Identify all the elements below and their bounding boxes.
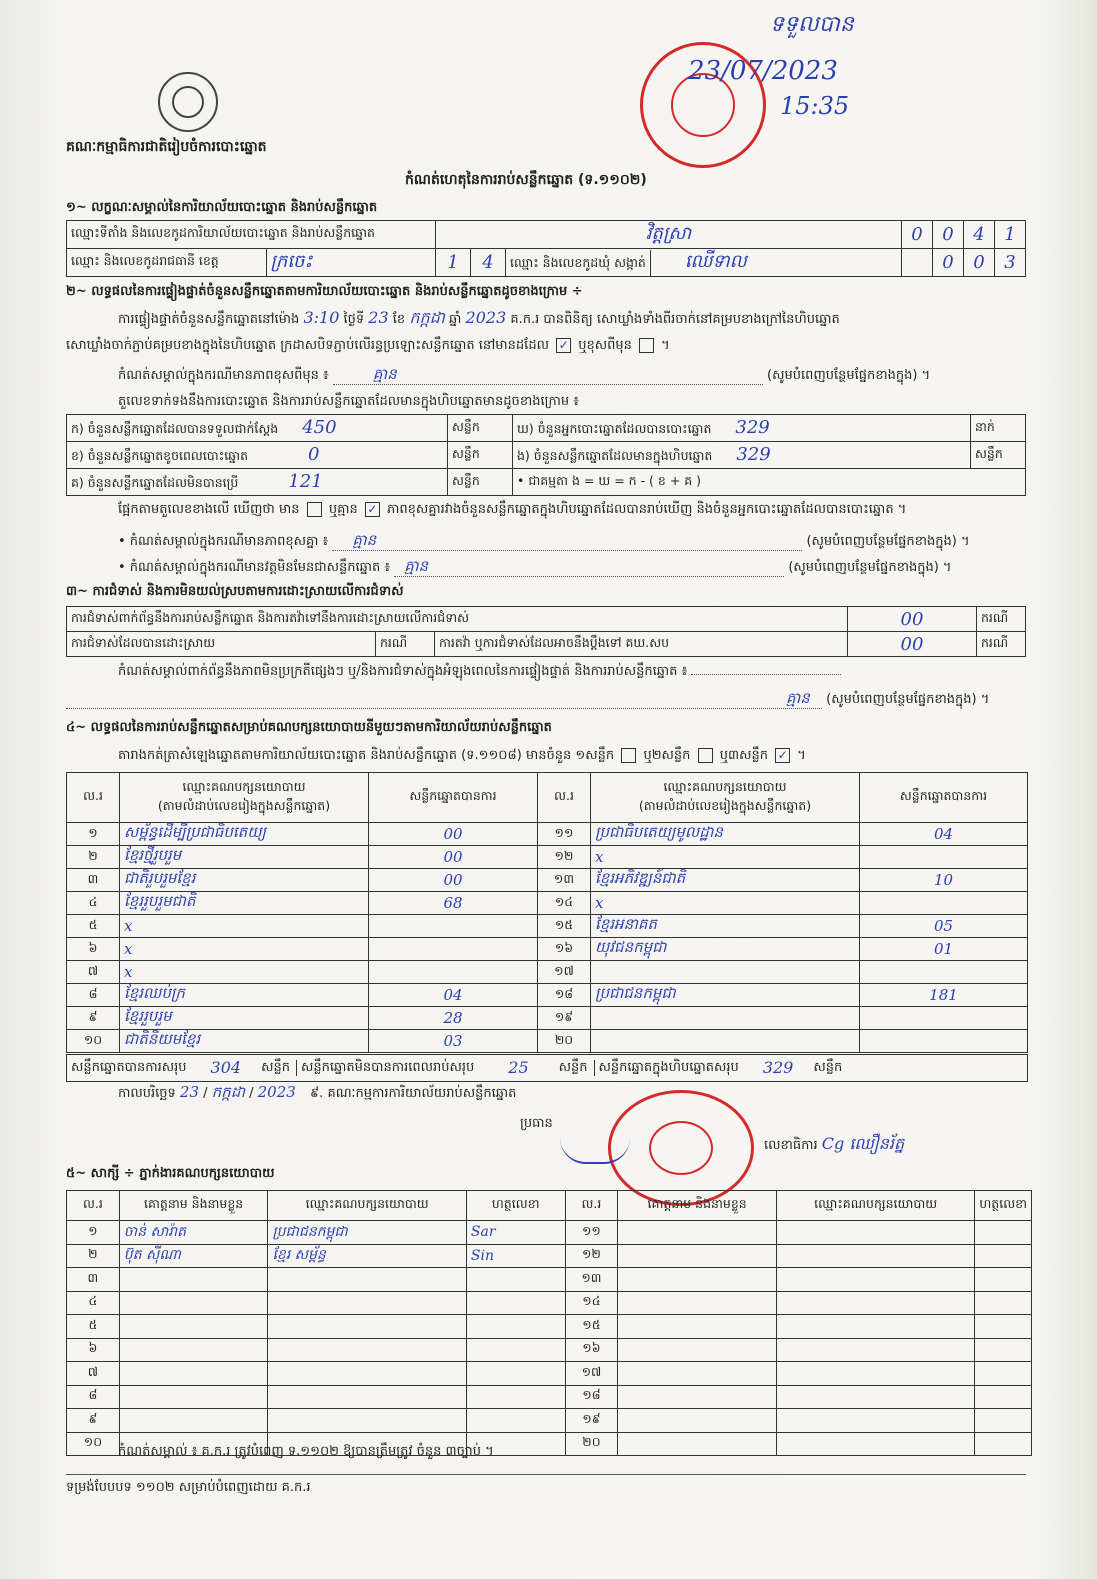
table-row — [67, 961, 1028, 984]
ballots-in-box: 329 — [736, 443, 771, 465]
commune-label: ឈ្មោះ និងលេខកូដឃុំ សង្កាត់ — [506, 250, 651, 276]
witness-party: ខ្មែរ សម្ព័ន្ធ — [268, 1244, 466, 1268]
witness-name — [618, 1432, 777, 1456]
witness-name — [618, 1244, 777, 1268]
witness-party — [776, 1268, 974, 1292]
row-no: ៨ — [67, 984, 120, 1007]
party-name: ជាតិរួបរួមខ្មែរ — [120, 869, 369, 892]
note1-value: គ្មាន — [372, 365, 397, 383]
witness-signature — [975, 1362, 1032, 1386]
row-no: ៣ — [67, 869, 120, 892]
objection-table: ការជំទាស់ពាក់ព័ន្ធនឹងការរាប់សន្លឹកឆ្នោត និងការតវ៉ាទៅនឹងការដោះស្រាយលើការជំទាស់ 00 ករណី ការជំទាស់ដែលបានដោះស្រាយ ករណី ការតវ៉ា ឬការជំទាស់ដែលអាចនឹងប្ដឹងទៅ គឃ.សប 00 ករណី — [66, 606, 1026, 657]
witness-name — [618, 1221, 777, 1245]
appeal-count: 00 — [848, 632, 977, 657]
table-row — [67, 915, 1028, 938]
witness-signature — [466, 1268, 565, 1292]
verify-day: 23 — [368, 308, 389, 327]
row-no: ២ — [67, 1244, 120, 1268]
section1-heading: ១~ លក្ខណៈសម្គាល់នៃការិយាល័យបោះឆ្នោត និងរាប់សន្លឹកឆ្នោត — [66, 200, 378, 215]
witness-name: ចាន់ សារ៉ាត — [119, 1221, 268, 1245]
commune-value: ឈើទាល — [684, 251, 747, 272]
party-name: ខ្មែររួបរួមជាតិ — [120, 892, 369, 915]
note3: • កំណត់សម្គាល់ក្នុងករណីមានវត្តមិនមែនជាសន្លឹកឆ្នោត ៖ គ្មាន (សូមបំពេញបន្ថែមផ្នែកខាងក្នុង) ។ — [118, 557, 952, 575]
voters-count: 329 — [735, 416, 770, 438]
note2: • កំណត់សម្គាល់ក្នុងករណីមានភាពខុសគ្នា ៖ គ្មាន (សូមបំពេញបន្ថែមផ្នែកខាងក្នុង) ។ — [118, 531, 970, 549]
row-no: ១៥ — [538, 915, 591, 938]
vote-count: 00 — [369, 869, 538, 892]
province-digit-1: 1 — [436, 249, 471, 277]
row-no: ៧ — [67, 1362, 120, 1386]
committee-logo-inner — [172, 86, 204, 118]
vote-count: 28 — [369, 1007, 538, 1030]
witness-name — [618, 1385, 777, 1409]
row-no: ១០ — [67, 1030, 120, 1053]
witness-name — [618, 1409, 777, 1433]
note3-value: គ្មាន — [404, 557, 429, 575]
row-no: ១២ — [565, 1244, 618, 1268]
party-name: សម្ព័ន្ធដើម្បីប្រជាធិបតេយ្យ — [120, 823, 369, 846]
vote-summary-table: ក) ចំនួនសន្លឹកឆ្នោតដែលបានទទួលជាក់ស្តែង 450 សន្លឹក ឃ) ចំនួនអ្នកបោះឆ្នោតដែលបានបោះឆ្នោត 329 នាក់ ខ) ចំនួនសន្លឹកឆ្នោតខូចពេលបោះឆ្នោត 0 សន្លឹក ង) ចំនួនសន្លឹកឆ្នោតដែលមានក្នុងហិបឆ្នោត 329 សន្លឹក គ) ចំនួនសន្លឹកឆ្នោតដែលមិនបានប្រើ 121 សន្លឹក • ជាគម្មតា ង = ឃ = ក - ( ខ + គ ) — [66, 414, 1026, 496]
commune-digit-2: 0 — [964, 249, 995, 277]
form-footer: ទម្រង់បែបបទ ១១០២ សម្រាប់បំពេញដោយ គ.ក.រ — [66, 1480, 311, 1495]
footer-rule — [66, 1474, 1026, 1475]
witness-party — [776, 1244, 974, 1268]
witness-signature: Sar — [466, 1221, 565, 1245]
witness-party — [268, 1268, 466, 1292]
witness-name — [618, 1362, 777, 1386]
spoiled-ballots: 0 — [308, 443, 320, 465]
table-row — [67, 1315, 1032, 1339]
witness-signature — [466, 1362, 565, 1386]
row-no: ១៨ — [538, 984, 591, 1007]
party-name: ប្រជាធិបតេយ្យមូលដ្ឋាន — [591, 823, 860, 846]
three-sheet-checkbox[interactable]: ✓ — [775, 748, 790, 763]
totals-line: សន្លឹកឆ្នោតបានការសរុប 304 សន្លឹក សន្លឹកឆ្នោតមិនបានការពេលរាប់សរុប 25 សន្លឹក សន្លឹកឆ្នោតក្នុងហិបឆ្នោតសរុប 329 សន្លឹក — [66, 1054, 1028, 1082]
province-value: ក្រចេះ — [266, 249, 435, 277]
party-name: x — [120, 938, 369, 961]
witness-signature — [975, 1291, 1032, 1315]
sheet-count-line: តារាងកត់ត្រាសំឡេងឆ្នោតតាមការិយាល័យបោះឆ្នោត និងរាប់សន្លឹកឆ្នោត (ទ.១១០៨) មានចំនួន ១សន្លឹក ឬ២សន្លឹក ឬ៣សន្លឹក ✓ ។ — [118, 748, 806, 763]
row-no: ១២ — [538, 846, 591, 869]
witness-name — [119, 1291, 268, 1315]
row-no: ៩ — [67, 1409, 120, 1433]
witness-name — [119, 1409, 268, 1433]
witness-signature: Sin — [466, 1244, 565, 1268]
vote-count — [860, 961, 1028, 984]
witness-name — [119, 1362, 268, 1386]
witness-signature — [975, 1409, 1032, 1433]
table-row — [67, 869, 1028, 892]
table-row — [67, 1362, 1032, 1386]
unchanged-checkbox[interactable]: ✓ — [556, 338, 571, 353]
row-no: ២០ — [565, 1432, 618, 1456]
verify-month: កក្កដា — [409, 308, 445, 327]
vote-count: 10 — [860, 869, 1028, 892]
witness-name — [618, 1291, 777, 1315]
witness-name — [618, 1338, 777, 1362]
row-no: ១៥ — [565, 1315, 618, 1339]
objection-label: ការជំទាស់ពាក់ព័ន្ធនឹងការរាប់សន្លឹកឆ្នោត និងការតវ៉ាទៅនឹងការដោះស្រាយលើការជំទាស់ — [67, 607, 848, 632]
date-month: កក្កដា — [211, 1083, 245, 1101]
party-name: យុវជនកម្ពុជា — [591, 938, 860, 961]
vote-count: 68 — [369, 892, 538, 915]
section5-heading: ៥~ សាក្សី ÷ ភ្នាក់ងារគណបក្សនយោបាយ — [66, 1166, 275, 1181]
row-no: ៩ — [67, 1007, 120, 1030]
row-no: ១៦ — [538, 938, 591, 961]
witness-name — [119, 1268, 268, 1292]
date-year: 2023 — [257, 1083, 296, 1101]
vote-count — [369, 915, 538, 938]
code-digit-4: 1 — [995, 221, 1026, 249]
row-no: ១៩ — [538, 1007, 591, 1030]
total-valid-votes: 304 — [210, 1058, 242, 1077]
vote-count: 05 — [860, 915, 1028, 938]
witness-signature — [466, 1409, 565, 1433]
table-row — [67, 1268, 1032, 1292]
table-row — [67, 1338, 1032, 1362]
section3-note-value: គ្មាន — [786, 689, 810, 707]
party-name — [591, 1007, 860, 1030]
commune-digit-3: 3 — [995, 249, 1026, 277]
party-name: ប្រជាជនកម្ពុជា — [591, 984, 860, 1007]
table-row — [67, 1007, 1028, 1030]
party-name: ខ្មែររួបរួម — [120, 1007, 369, 1030]
row-no: ៦ — [67, 1338, 120, 1362]
party-name: x — [120, 915, 369, 938]
witness-signature — [975, 1244, 1032, 1268]
row-no: ៧ — [67, 961, 120, 984]
witness-party — [776, 1291, 974, 1315]
row-no: ៣ — [67, 1268, 120, 1292]
committee-name: គណៈកម្មាធិការជាតិរៀបចំការបោះឆ្នោត — [66, 139, 267, 155]
code-digit-2: 0 — [933, 221, 964, 249]
vote-count: 00 — [369, 823, 538, 846]
total-ballots-in-box: 329 — [762, 1058, 794, 1077]
witness-party — [268, 1338, 466, 1362]
row-no: ៤ — [67, 892, 120, 915]
section3-note: កំណត់សម្គាល់ពាក់ព័ន្ធនឹងភាពមិនប្រក្រតីផ្សេងៗ ឬ/និងការជំទាស់ក្នុងអំឡុងពេលនៃការផ្ទៀងផ្ទាត់ និងការរាប់សន្លឹកឆ្នោត ៖ — [118, 664, 841, 680]
table-row — [67, 823, 1028, 846]
witness-party — [268, 1385, 466, 1409]
row-no: ៨ — [67, 1385, 120, 1409]
receipt-note: ទទួលបាន — [770, 12, 854, 37]
row-no: ២០ — [538, 1030, 591, 1053]
verification-paragraph-line1: ការផ្ទៀងផ្ទាត់ចំនួនសន្លឹកឆ្នោតនៅម៉ោង 3:10 ថ្ងៃទី 23 ខែ កក្កដា ឆ្នាំ 2023 គ.ក.រ បានពិនិត្យ សោឃ្លាំងទាំងពីរចាក់នៅគម្របខាងក្រៅនៃហិបឆ្នោត — [118, 308, 840, 327]
party-name: ខ្មែរថ្មីរួបរួម — [120, 846, 369, 869]
row-no: ១៣ — [565, 1268, 618, 1292]
objection-count: 00 — [848, 607, 977, 632]
section2-heading: ២~ លទ្ធផលនៃការផ្ទៀងផ្ទាត់ចំនួនសន្លឹកឆ្នោតតាមការិយាល័យបោះឆ្នោត និងរាប់សន្លឹកឆ្នោតដូចខាងក្រោម ÷ — [66, 284, 583, 299]
section3-note-line2: គ្មាន (សូមបំពេញបន្ថែមផ្នែកខាងក្នុង) ។ — [66, 690, 989, 709]
note1: កំណត់សម្គាល់ក្នុងករណីមានភាពខុសពីមុន ៖ គ្មាន (សូមបំពេញបន្ថែមផ្នែកខាងក្នុង) ។ — [118, 365, 931, 383]
vote-count: 01 — [860, 938, 1028, 961]
note2-value: គ្មាន — [352, 531, 377, 549]
row-no: ១៧ — [565, 1362, 618, 1386]
chair-label: ប្រធាន — [520, 1116, 553, 1131]
code-digit-3: 4 — [964, 221, 995, 249]
witness-name — [618, 1268, 777, 1292]
row-no: ១៨ — [565, 1385, 618, 1409]
witness-party — [776, 1432, 974, 1456]
party-name: x — [591, 846, 860, 869]
witness-signature — [975, 1338, 1032, 1362]
province-label: ឈ្មោះ និងលេខកូដរាជធានី ខេត្ត — [67, 249, 267, 277]
date-line: កាលបរិច្ឆេទ 23 / កក្កដា / 2023 ៩. គណៈកម្មការការិយាល័យរាប់សន្លឹកឆ្នោត — [118, 1083, 517, 1101]
row-no: ១៤ — [538, 892, 591, 915]
code-digit-1: 0 — [902, 221, 933, 249]
row-no: ៥ — [67, 1315, 120, 1339]
witness-table: ល.រ គោត្តនាម និងនាមខ្លួន ឈ្មោះគណបក្សនយោបាយ ហត្ថលេខា ល.រ គោត្តនាម និងនាមខ្លួន ឈ្មោះគណបក្សនយោបាយ ហត្ថលេខា ១ ចាន់ សារ៉ាត ប្រជាជនកម្ពុជា Sar ១១ ២ ប៊ុត ស៊ីណា ខ្មែរ សម្ព័ន្ធ Sin ១២ ៣ ១៣ ៤ ១៤ ៥ ១៥ ៦ ១៦ ៧ ១៧ ៨ ១៨ ៩ ១៩ ១០ ២០ — [66, 1190, 1032, 1456]
witness-party — [776, 1385, 974, 1409]
official-stamp — [608, 1090, 754, 1206]
vote-count — [369, 938, 538, 961]
section1-table — [66, 220, 1026, 277]
date-day: 23 — [179, 1083, 199, 1101]
row-no: ១៧ — [538, 961, 591, 984]
two-sheet-checkbox[interactable] — [698, 748, 713, 763]
row-no: ១១ — [538, 823, 591, 846]
verify-time: 3:10 — [303, 308, 340, 327]
row-no: ១៩ — [565, 1409, 618, 1433]
changed-checkbox[interactable] — [639, 338, 654, 353]
witness-party: ប្រជាជនកម្ពុជា — [268, 1221, 466, 1245]
vote-count: 03 — [369, 1030, 538, 1053]
party-name: x — [120, 961, 369, 984]
witness-signature — [466, 1338, 565, 1362]
table-row — [67, 938, 1028, 961]
section3-heading: ៣~ ការជំទាស់ និងការមិនយល់ស្របតាមការដោះស្រាយលើការជំទាស់ — [66, 584, 404, 599]
witness-signature — [466, 1291, 565, 1315]
vote-count — [860, 846, 1028, 869]
section4-heading: ៤~ លទ្ធផលនៃការរាប់សន្លឹកឆ្នោតសម្រាប់គណបក្សនយោបាយនីមួយៗតាមការិយាល័យរាប់សន្លឹកឆ្នោត — [66, 720, 552, 735]
witness-signature — [975, 1221, 1032, 1245]
witness-name — [119, 1385, 268, 1409]
row-no: ៤ — [67, 1291, 120, 1315]
witness-name — [119, 1338, 268, 1362]
party-name: x — [591, 892, 860, 915]
location-value: វិត្តស្រា — [436, 221, 902, 249]
witness-party — [776, 1338, 974, 1362]
party-name — [591, 1030, 860, 1053]
witness-party — [268, 1409, 466, 1433]
commune-digit-1: 0 — [933, 249, 964, 277]
vote-count: 181 — [860, 984, 1028, 1007]
witness-signature — [466, 1385, 565, 1409]
table-row — [67, 1030, 1028, 1053]
party-name: ខ្មែរអនាគត — [591, 915, 860, 938]
table-row — [67, 1409, 1032, 1433]
table-row — [67, 1221, 1032, 1245]
vote-count: 04 — [369, 984, 538, 1007]
witness-party — [268, 1315, 466, 1339]
vote-count — [369, 961, 538, 984]
witness-signature — [975, 1432, 1032, 1456]
secretary-name: Cg ឈឿនរ័ត្ន — [821, 1134, 905, 1153]
vote-count — [860, 1030, 1028, 1053]
table-row — [67, 1385, 1032, 1409]
row-no: ១៦ — [565, 1338, 618, 1362]
location-label: ឈ្មោះទីតាំង និងលេខកូដការិយាល័យបោះឆ្នោត និងរាប់សន្លឹកឆ្នោត — [67, 221, 436, 249]
verify-year: 2023 — [465, 308, 507, 327]
one-sheet-checkbox[interactable] — [621, 748, 636, 763]
table-row — [67, 1244, 1032, 1268]
form-title: កំណត់ហេតុនៃការរាប់សន្លឹកឆ្នោត (ទ.១១០២) — [405, 172, 647, 188]
row-no: ១៣ — [538, 869, 591, 892]
difference-no-checkbox[interactable]: ✓ — [365, 502, 380, 517]
total-invalid-votes: 25 — [508, 1058, 529, 1077]
row-no: ១ — [67, 1221, 120, 1245]
compare-line: ផ្អែកតាមតួលេខខាងលើ ឃើញថា មាន ឬគ្មាន ✓ ភាពខុសគ្នារវាងចំនួនសន្លឹកឆ្នោតក្នុងហិបឆ្នោតដែលបានរាប់ឃើញ និងចំនួនអ្នកបោះឆ្នោតដែលបានបោះឆ្នោត ។ — [118, 502, 907, 517]
table-row — [67, 984, 1028, 1007]
vote-count — [860, 1007, 1028, 1030]
party-name: ខ្មែរអភិវឌ្ឍន៍ជាតិ — [591, 869, 860, 892]
witness-signature — [975, 1315, 1032, 1339]
received-ballots: 450 — [302, 416, 337, 438]
party-results-table: ល.រ ឈ្មោះគណបក្សនយោបាយ (តាមលំដាប់លេខរៀងក្នុងសន្លឹកឆ្នោត) សន្លឹកឆ្នោតបានការ ល.រ ឈ្មោះគណបក្សនយោបាយ (តាមលំដាប់លេខរៀងក្នុងសន្លឹកឆ្នោត) សន្លឹកឆ្នោតបានការ ១ សម្ព័ន្ធដើម្បីប្រជាធិបតេយ្យ 00 ១១ ប្រជាធិបតេយ្យមូលដ្ឋាន 04 ២ ខ្មែរថ្មីរួបរួម 00 ១២ x ៣ ជាតិរួបរួមខ្មែរ 00 ១៣ ខ្មែរអភិវឌ្ឍន៍ជាតិ 10 ៤ ខ្មែររួបរួមជាតិ 68 ១៤ x ៥ x ១៥ ខ្មែរអនាគត 05 ៦ x ១៦ យុវជនកម្ពុជា 01 ៧ x ១៧ ៨ ខ្មែរឈប់ក្រ 04 ១៨ ប្រជាជនកម្ពុជា 181 ៩ ខ្មែររួបរួម 28 ១៩ ១០ ជាតិនិយមខ្មែរ 03 ២០ — [66, 772, 1028, 1053]
party-name: ខ្មែរឈប់ក្រ — [120, 984, 369, 1007]
difference-yes-checkbox[interactable] — [307, 502, 322, 517]
row-no: ១៤ — [565, 1291, 618, 1315]
row-no: ១ — [67, 823, 120, 846]
witness-name: ប៊ុត ស៊ីណា — [119, 1244, 268, 1268]
table-row — [67, 892, 1028, 915]
verification-paragraph-line2: សោឃ្លាំងចាក់ភ្ជាប់គម្របខាងក្នុងនៃហិបឆ្នោត ក្រដាសបិទភ្ជាប់លើរន្ធប្រឡោះសន្លឹកឆ្នោត នៅមានដដែល ✓ ឬខុសពីមុន ។ — [66, 338, 670, 353]
vote-count: 00 — [369, 846, 538, 869]
witness-name — [119, 1315, 268, 1339]
witness-signature — [975, 1268, 1032, 1292]
table-row — [67, 846, 1028, 869]
row-no: ១០ — [67, 1432, 120, 1456]
witness-party — [776, 1221, 974, 1245]
witness-party — [776, 1315, 974, 1339]
party-name — [591, 961, 860, 984]
witness-party — [268, 1362, 466, 1386]
witness-party — [776, 1362, 974, 1386]
witness-party — [776, 1409, 974, 1433]
receipt-date: 23/07/2023 — [688, 56, 838, 86]
row-no: ១១ — [565, 1221, 618, 1245]
footnote: កំណត់សម្គាល់ ៖ គ.ក.រ ត្រូវបំពេញ ទ.១១០២ ឱ្យបានត្រឹមត្រូវ ចំនួន ៣ច្បាប់ ។ — [118, 1444, 494, 1459]
secretary-line: លេខាធិការ Cg ឈឿនរ័ត្ន — [764, 1134, 905, 1153]
vote-count — [860, 892, 1028, 915]
party-name: ជាតិនិយមខ្មែរ — [120, 1030, 369, 1053]
summary-intro: តួលេខទាក់ទងនឹងការបោះឆ្នោត និងការរាប់សន្លឹកឆ្នោតដែលមានក្នុងហិបឆ្នោតមានដូចខាងក្រោម ៖ — [118, 394, 579, 409]
row-no: ៥ — [67, 915, 120, 938]
receipt-time: 15:35 — [780, 92, 850, 120]
witness-name — [618, 1315, 777, 1339]
row-no: ២ — [67, 846, 120, 869]
witness-signature — [466, 1315, 565, 1339]
unused-ballots: 121 — [288, 470, 323, 492]
row-no: ៦ — [67, 938, 120, 961]
vote-count: 04 — [860, 823, 1028, 846]
witness-party — [268, 1291, 466, 1315]
witness-signature — [975, 1385, 1032, 1409]
table-row — [67, 1291, 1032, 1315]
province-digit-2: 4 — [471, 249, 506, 277]
